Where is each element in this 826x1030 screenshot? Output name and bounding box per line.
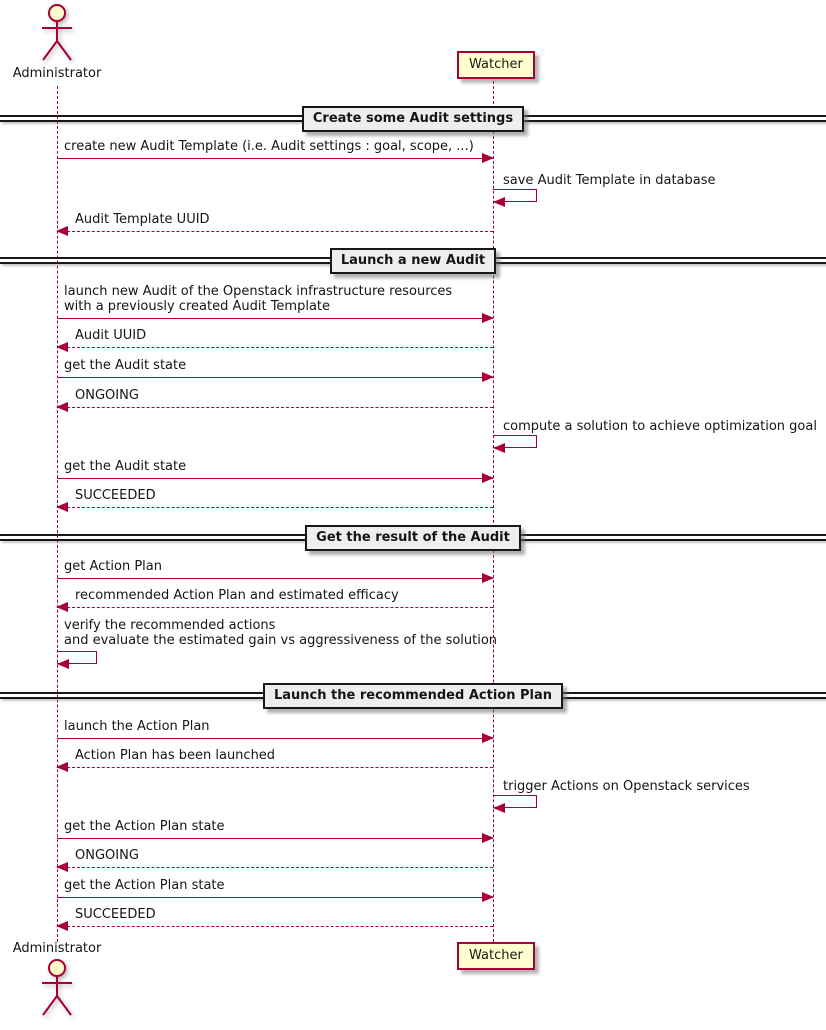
- actor-icon: [33, 958, 81, 1020]
- arrowhead-right-icon: [482, 733, 494, 743]
- arrowhead-left-icon: [56, 762, 68, 772]
- message-label: verify the recommended actions and evaluate the estimated gain vs aggressiveness of the solution: [64, 618, 498, 648]
- message-line: [57, 478, 493, 479]
- message-line: [57, 347, 493, 348]
- divider-create-audit-settings: [0, 106, 826, 132]
- message-label: launch the Action Plan: [64, 719, 210, 734]
- message-line: [57, 767, 493, 768]
- arrowhead-right-icon: [482, 833, 494, 843]
- participant-watcher-top: [457, 51, 535, 79]
- message-line: [57, 158, 493, 159]
- message-label: compute a solution to achieve optimization goal: [503, 419, 817, 434]
- message-line: [57, 231, 493, 232]
- arrowhead-left-icon: [56, 502, 68, 512]
- message-label: recommended Action Plan and estimated efficacy: [75, 588, 399, 603]
- msg-compute-solution: [493, 419, 817, 434]
- message-label: get Action Plan: [64, 559, 162, 574]
- msg-verify-actions: [57, 618, 497, 648]
- message-label: SUCCEEDED: [75, 907, 156, 922]
- arrowhead-right-icon: [482, 313, 494, 323]
- arrowhead-left-icon: [57, 659, 69, 669]
- message-line: [57, 897, 493, 898]
- message-label: trigger Actions on Openstack services: [503, 779, 750, 794]
- arrowhead-left-icon: [56, 342, 68, 352]
- actor-label: Administrator: [12, 66, 102, 81]
- message-label: ONGOING: [75, 388, 139, 403]
- arrowhead-left-icon: [56, 602, 68, 612]
- arrowhead-left-icon: [56, 921, 68, 931]
- divider-label: Get the result of the Audit: [305, 525, 521, 551]
- arrowhead-right-icon: [482, 892, 494, 902]
- message-label: Audit UUID: [75, 328, 147, 343]
- divider-label: Launch the recommended Action Plan: [263, 683, 563, 709]
- arrowhead-left-icon: [493, 803, 505, 813]
- message-line: [57, 607, 493, 608]
- message-line: [57, 507, 493, 508]
- actor-administrator-top: [9, 3, 105, 82]
- arrowhead-left-icon: [493, 197, 505, 207]
- divider-launch-recommended-action-plan: [0, 683, 826, 709]
- message-line: [57, 867, 493, 868]
- message-label: Audit Template UUID: [75, 212, 210, 227]
- message-line: [57, 377, 493, 378]
- divider-get-result-of-audit: [0, 525, 826, 551]
- message-label: ONGOING: [75, 848, 139, 863]
- message-line: [57, 318, 493, 319]
- divider-label: Create some Audit settings: [302, 106, 524, 132]
- arrowhead-right-icon: [482, 372, 494, 382]
- message-line: [57, 738, 493, 739]
- participant-label: Watcher: [469, 57, 523, 72]
- message-line: [57, 578, 493, 579]
- arrowhead-right-icon: [482, 153, 494, 163]
- arrowhead-left-icon: [493, 443, 505, 453]
- arrowhead-left-icon: [56, 226, 68, 236]
- actor-label: Administrator: [12, 941, 102, 956]
- message-label: create new Audit Template (i.e. Audit settings : goal, scope, ...): [64, 139, 474, 154]
- lifeline-administrator: [57, 86, 58, 942]
- divider-label: Launch a new Audit: [330, 248, 496, 274]
- actor-administrator-bottom: [9, 940, 105, 1020]
- participant-label: Watcher: [469, 948, 523, 963]
- divider-launch-new-audit: [0, 248, 826, 274]
- message-line: [57, 838, 493, 839]
- message-label: save Audit Template in database: [503, 173, 716, 188]
- arrowhead-right-icon: [482, 473, 494, 483]
- arrowhead-left-icon: [56, 862, 68, 872]
- msg-trigger-actions: [493, 779, 750, 794]
- message-label: launch new Audit of the Openstack infrastructure resources with a previously created Audit Template: [64, 284, 453, 314]
- message-label: get the Action Plan state: [64, 819, 225, 834]
- message-line: [57, 926, 493, 927]
- message-label: Action Plan has been launched: [75, 748, 276, 763]
- participant-watcher-bottom: [457, 942, 535, 970]
- message-label: get the Audit state: [64, 358, 187, 373]
- msg-save-audit-template: [493, 173, 716, 188]
- arrowhead-left-icon: [56, 402, 68, 412]
- message-line: [57, 407, 493, 408]
- message-label: get the Action Plan state: [64, 878, 225, 893]
- actor-icon: [33, 3, 81, 65]
- arrowhead-right-icon: [482, 573, 494, 583]
- message-label: SUCCEEDED: [75, 488, 156, 503]
- message-label: get the Audit state: [64, 459, 187, 474]
